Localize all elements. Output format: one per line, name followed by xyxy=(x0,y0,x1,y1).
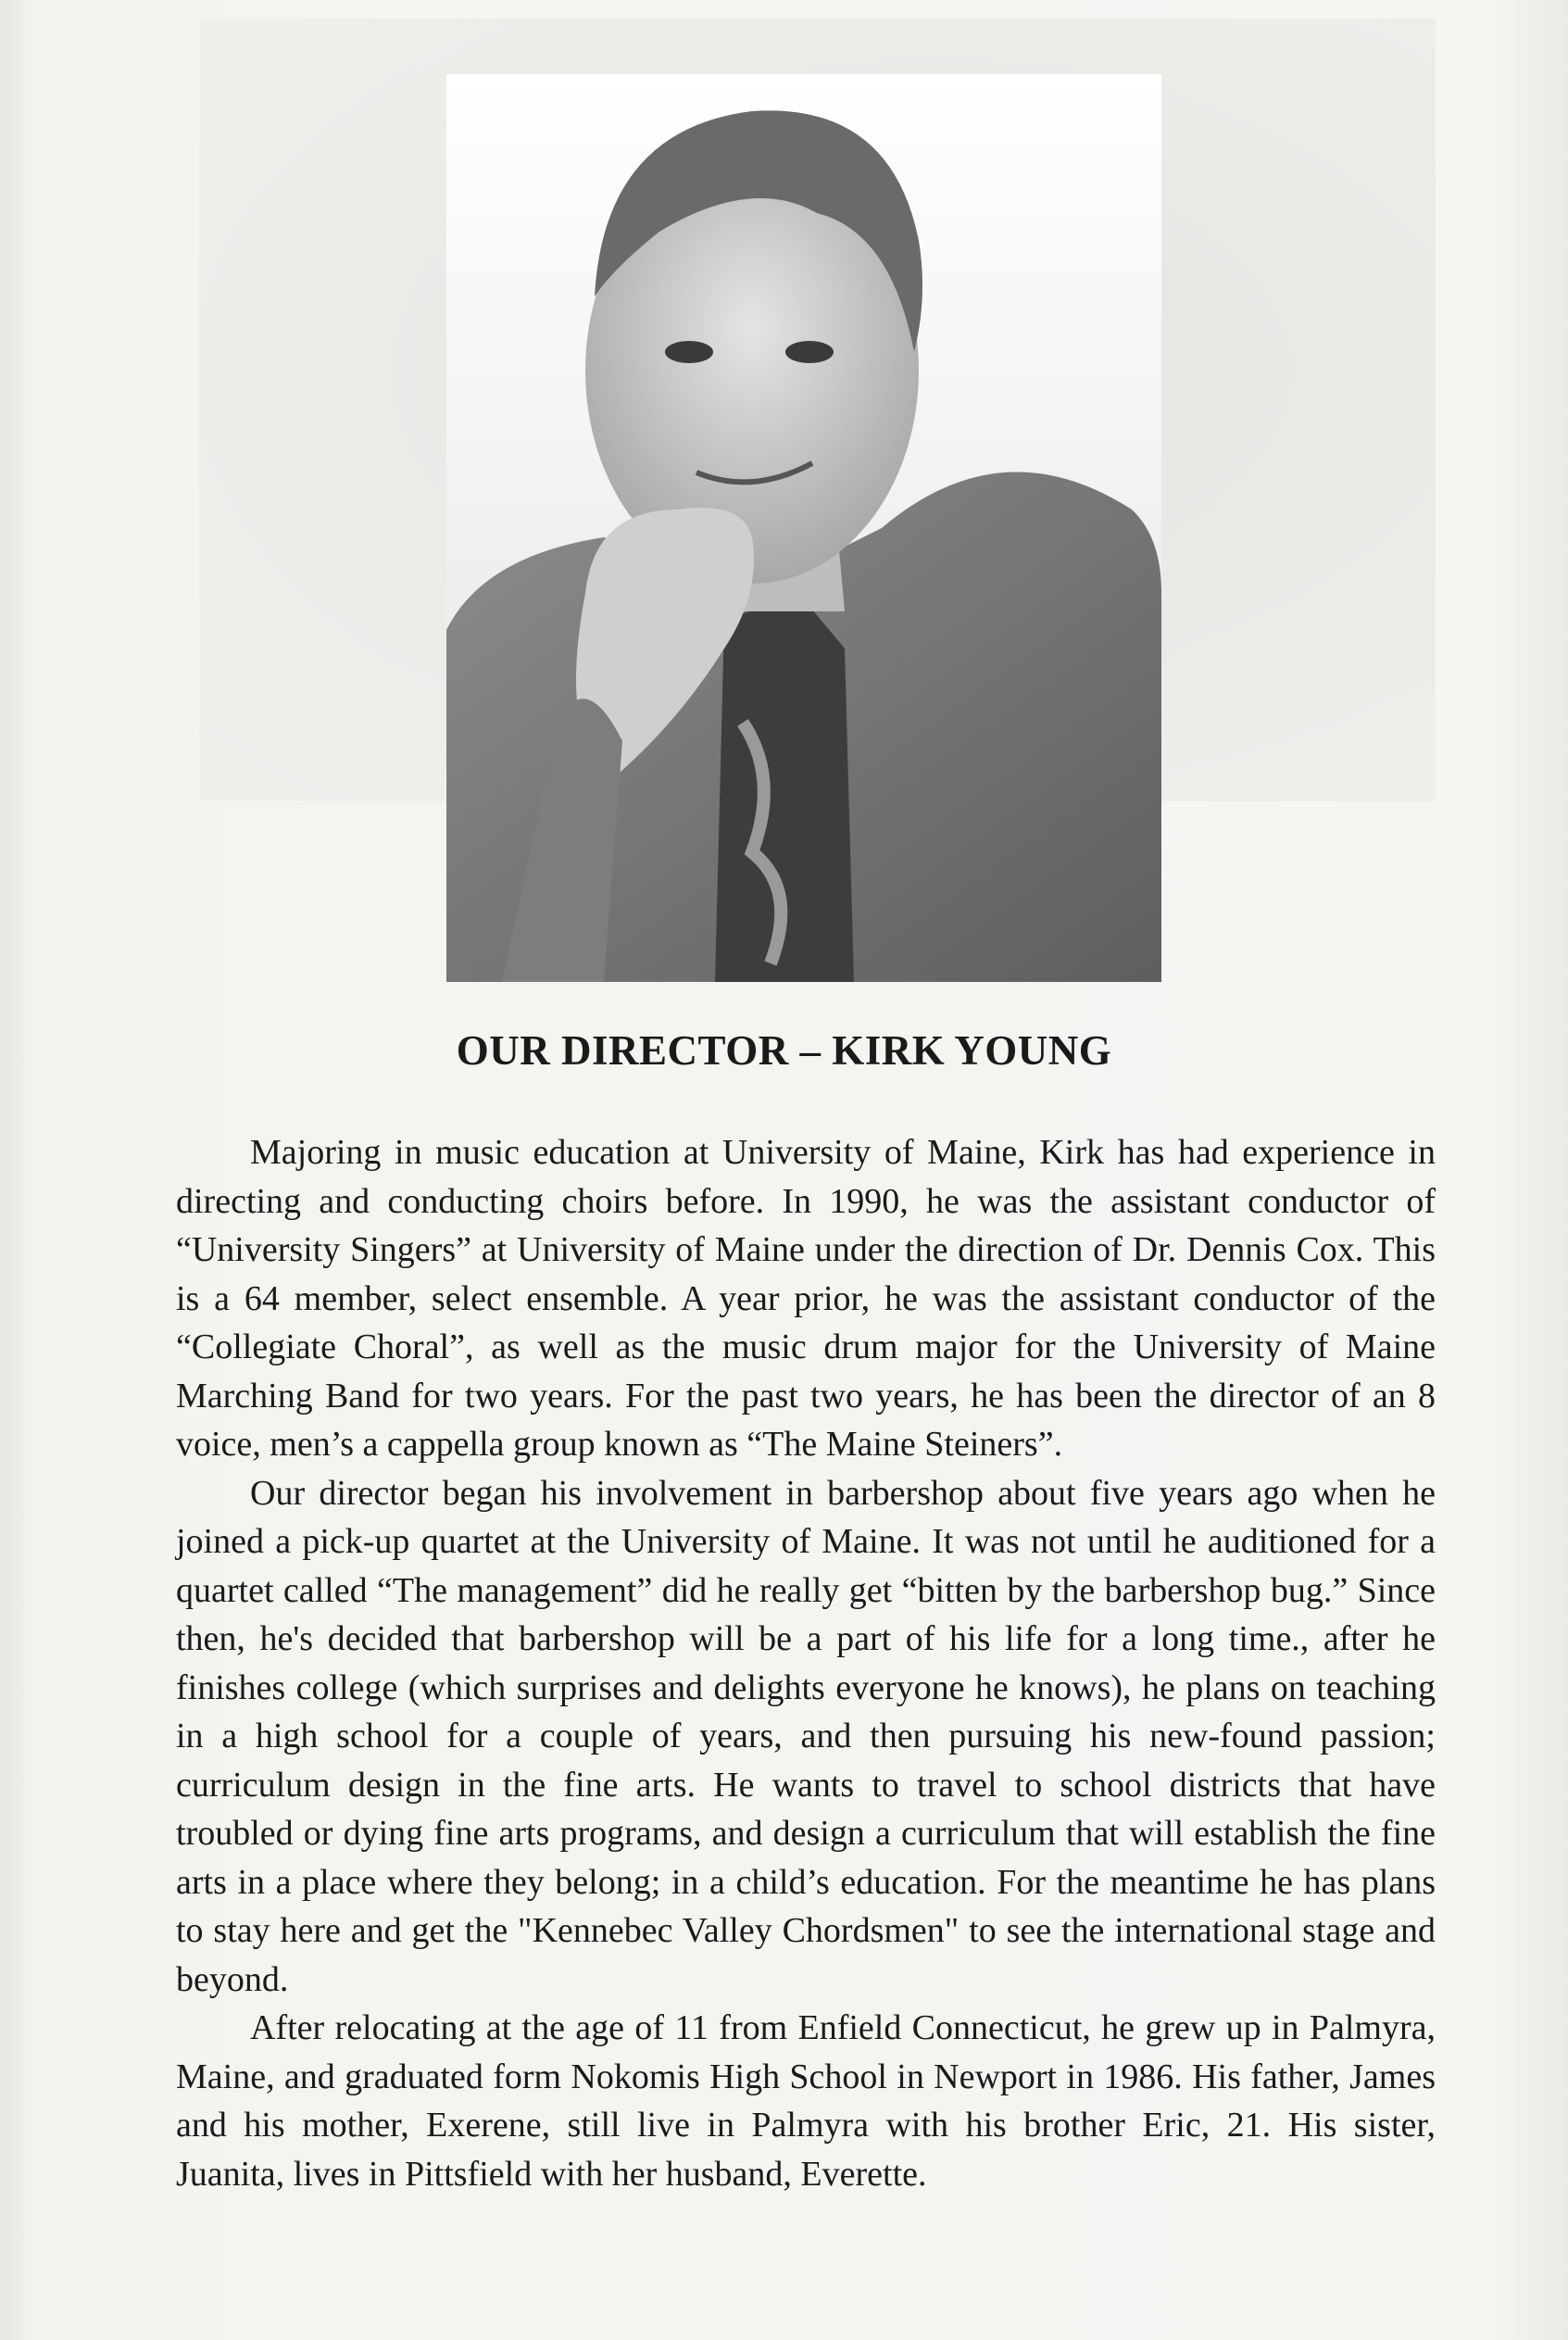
biography-paragraph-3: After relocating at the age of 11 from Enfield Connecticut, he grew up in Palmyra, Maine, and graduated form Nokomis High School in Newport in 1986. His father, James and his mother, Exerene, still live in Palmyra with his brother Eric, 21. His sister, Juanita, lives in Pittsfield with her husband, Everette. xyxy=(176,2008,1436,2194)
director-portrait-photo xyxy=(446,74,1161,982)
biography-paragraph-2: Our director began his involvement in barbershop about five years ago when he joined a pick-up quartet at the University of Maine. It was not until he auditioned for a quartet called “The management” did he really get “bitten by the barbershop bug.” Since then, he's decided that barbershop will be a part of his life for a long time., after he finishes college (which surprises and delights everyone he knows), he plans on teaching in a high school for a couple of years, and then pursuing his new-found passion; curriculum design in the fine arts. He wants to travel to school districts that have troubled or dying fine arts programs, and design a curriculum that will establish the fine arts in a place where they belong; in a child’s education. For the meantime he has plans to stay here and get the "Kennebec Valley Chordsmen" to see the international stage and beyond. xyxy=(176,1473,1436,1999)
portrait-illustration xyxy=(446,74,1161,982)
page-title: OUR DIRECTOR – KIRK YOUNG xyxy=(456,1027,1112,1074)
biography-paragraph-1: Majoring in music education at University of Maine, Kirk has had experience in directing and conducting choirs before. In 1990, he was the assistant conductor of “University Singers” at University of Maine under the direction of Dr. Dennis Cox. This is a 64 member, select ensemble. A year prior, he was the assistant conductor of the “Collegiate Choral”, as well as the music drum major for the University of Maine Marching Band for two years. For the past two years, he has been the director of an 8 voice, men’s a cappella group known as “The Maine Steiners”. xyxy=(176,1133,1436,1464)
director-biography xyxy=(176,1128,1436,2198)
